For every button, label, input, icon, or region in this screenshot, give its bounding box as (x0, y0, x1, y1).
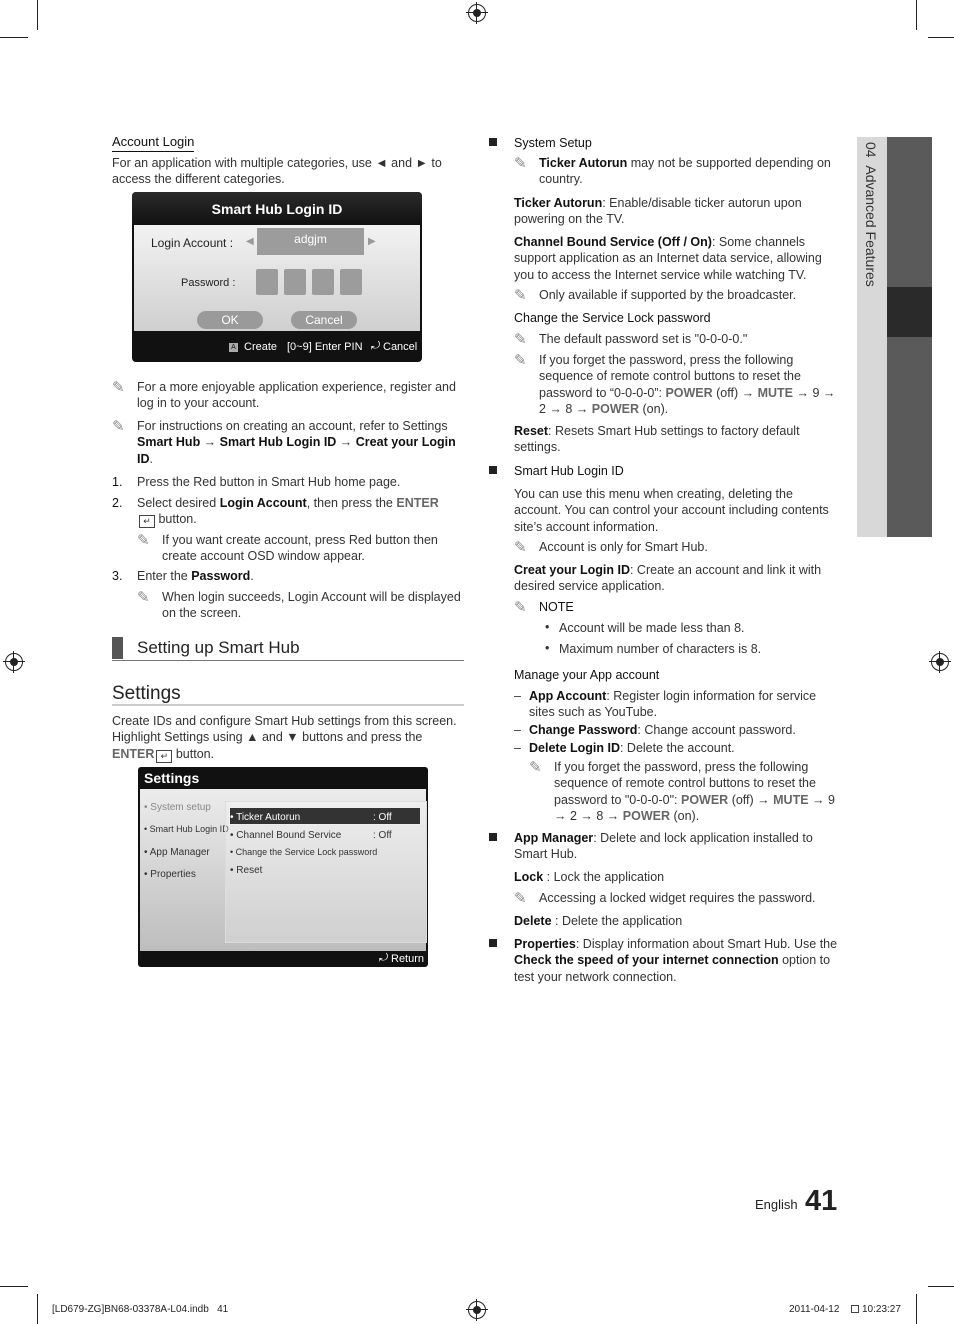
smart-hub-login-heading: Smart Hub Login ID (514, 464, 624, 478)
note: ✎ Accessing a locked widget requires the password. (514, 890, 816, 907)
language-label: English (755, 1197, 798, 1212)
file-info: [LD679-ZG]BN68-03378A-L04.indb 41 (52, 1304, 229, 1315)
pencil-icon: ✎ (514, 539, 527, 556)
settings-rule (112, 704, 464, 706)
create-hint: Create (244, 341, 278, 353)
a-button-icon: A (229, 343, 238, 352)
enter-icon: ↵ (139, 515, 155, 528)
print-date: 2011-04-12 (789, 1304, 840, 1315)
paragraph: Ticker Autorun: Enable/disable ticker autorun upon powering on the TV. (514, 196, 802, 227)
return-icon: ⤾ (379, 952, 389, 964)
list-item: Account will be made less than 8. (559, 621, 745, 635)
paragraph: Properties: Display information about Smart Hub. Use the Check the speed of your internet connection option to test your network connection. (514, 937, 838, 984)
cancel-hint: Cancel (383, 341, 418, 353)
enter-icon: ↵ (156, 750, 172, 763)
dash: – (514, 741, 521, 755)
paragraph: Delete : Delete the application (514, 914, 683, 928)
step-text: Enter the Password. (137, 569, 254, 583)
settings-heading: Settings (112, 683, 181, 704)
left-arrow-icon[interactable]: ◀ (246, 236, 254, 247)
ok-button[interactable]: OK (197, 311, 263, 329)
right-arrow-icon[interactable]: ▶ (368, 236, 376, 247)
pencil-icon: ✎ (112, 418, 125, 435)
note: ✎ If you want create account, press Red button then create account OSD window appear. (137, 532, 438, 564)
section-marker (112, 637, 123, 659)
pencil-icon: ✎ (514, 599, 527, 616)
list-item: Delete Login ID: Delete the account. (529, 741, 735, 755)
list-item: App Account: Register login information for service sites such as YouTube. (529, 689, 817, 720)
item-channel-bound-service-value: : Off (373, 830, 392, 841)
bullet-square-icon (489, 138, 497, 146)
pencil-icon: ✎ (514, 331, 527, 348)
bullet-square-icon (489, 833, 497, 841)
step-text: Press the Red button in Smart Hub home page. (137, 475, 401, 489)
pencil-icon: ✎ (514, 890, 527, 907)
print-time: 10:23:27 (862, 1304, 901, 1315)
cancel-button[interactable]: Cancel (291, 311, 357, 329)
return-hint: Return (391, 953, 425, 965)
registration-mark-icon (5, 653, 23, 671)
note: ✎ NOTE (514, 599, 574, 616)
menu-item-app-manager[interactable]: • App Manager (144, 847, 210, 858)
crop-mark (916, 1294, 917, 1324)
paragraph: Channel Bound Service (Off / On): Some channels support application as an Internet data service, allowing you to access the Internet service while watching TV. (514, 235, 822, 282)
side-tab-label: 04 Advanced Features (863, 142, 880, 287)
pin-box[interactable] (340, 269, 362, 295)
osd-title: Smart Hub Login ID (132, 192, 422, 225)
paragraph: Lock : Lock the application (514, 870, 665, 884)
crop-mark (0, 37, 28, 38)
page-number: 41 (805, 1185, 838, 1217)
bullet-dot: • (545, 620, 550, 634)
bullet-square-icon (489, 939, 497, 947)
paragraph: Creat your Login ID: Create an account and link it with desired service application. (514, 563, 822, 594)
subheading: Manage your App account (514, 668, 660, 682)
menu-item-system-setup[interactable]: • System setup (144, 802, 211, 813)
registration-mark-icon (468, 4, 486, 22)
item-channel-bound-service[interactable]: • Channel Bound Service (230, 830, 342, 841)
pin-hint: [0~9] Enter PIN (287, 341, 363, 353)
bullet-dot: • (545, 641, 550, 655)
paragraph: Reset: Resets Smart Hub settings to factory default settings. (514, 424, 800, 455)
step-text: Select desired Login Account, then press the ENTER↵ button. (137, 496, 439, 527)
pencil-icon: ✎ (137, 532, 150, 549)
step-number: 1. (112, 475, 123, 489)
side-tab-indicator (887, 287, 932, 337)
account-login-heading: Account Login (112, 134, 194, 152)
crop-mark (928, 1286, 954, 1287)
crop-mark (916, 0, 917, 30)
pencil-icon: ✎ (529, 759, 542, 776)
system-setup-heading: System Setup (514, 136, 592, 150)
note: ✎ If you forget the password, press the following sequence of remote control buttons to reset the password to "0-0-0-0": POWER (off) → MUTE → 9 → 2 → 8 → POWER (on). (529, 759, 835, 823)
settings-desc: Create IDs and configure Smart Hub settings from this screen. Highlight Settings using ▲ and ▼ buttons and press the ENTER ↵ button. (112, 714, 457, 761)
section-rule (112, 660, 464, 661)
crop-mark (37, 1294, 38, 1324)
step-number: 3. (112, 569, 123, 583)
subheading: Change the Service Lock password (514, 311, 711, 325)
side-tab-bar (887, 137, 932, 537)
pencil-icon: ✎ (112, 379, 125, 396)
note: ✎ When login succeeds, Login Account will be displayed on the screen. (137, 589, 461, 621)
password-label: Password : (181, 277, 236, 289)
menu-item-properties[interactable]: • Properties (144, 869, 196, 880)
note: ✎ For instructions on creating an account, refer to Settings Smart Hub → Smart Hub Login ID → Creat your Login ID. (112, 418, 456, 466)
item-reset[interactable]: • Reset (230, 865, 263, 876)
settings-osd (138, 767, 428, 967)
crop-mark (928, 37, 954, 38)
pin-box[interactable] (284, 269, 306, 295)
pencil-icon: ✎ (514, 352, 527, 369)
note: ✎ The default password set is "0-0-0-0." (514, 331, 748, 348)
note: ✎ Account is only for Smart Hub. (514, 539, 708, 556)
step-number: 2. (112, 496, 123, 510)
note: ✎ If you forget the password, press the following sequence of remote control buttons to reset the password to “0-0-0-0”: POWER (off) → MUTE → 9 → 2 → 8 → POWER (on). (514, 352, 836, 416)
crop-mark (37, 0, 38, 30)
login-account-label: Login Account : (151, 236, 234, 250)
bullet-square-icon (489, 466, 497, 474)
pin-box[interactable] (312, 269, 334, 295)
dash: – (514, 723, 521, 737)
menu-item-smart-hub-login-id[interactable]: • Smart Hub Login ID (144, 824, 229, 834)
item-service-lock-password[interactable]: • Change the Service Lock password (230, 847, 378, 857)
dash: – (514, 689, 521, 703)
crop-mark (0, 1286, 28, 1287)
note: ✎ For a more enjoyable application experience, register and log in to your account. (112, 379, 456, 411)
smart-hub-login-osd (132, 192, 422, 362)
account-login-desc: For an application with multiple categories, use ◄ and ► to access the different categories. (112, 156, 442, 187)
return-icon: ⤾ (371, 340, 381, 352)
registration-mark-icon (468, 1301, 486, 1319)
login-account-value[interactable]: adgjm (257, 228, 364, 255)
clock-icon (851, 1305, 859, 1313)
pencil-icon: ✎ (514, 287, 527, 304)
note: ✎ Ticker Autorun may not be supported depending on country. (514, 155, 831, 187)
paragraph: App Manager: Delete and lock application installed to Smart Hub. (514, 831, 813, 862)
osd-title: Settings (144, 770, 200, 786)
paragraph: You can use this menu when creating, deleting the account. You can control your account including contents site’s account information. (514, 487, 829, 534)
pencil-icon: ✎ (137, 589, 150, 606)
pin-box[interactable] (256, 269, 278, 295)
pencil-icon: ✎ (514, 155, 527, 172)
item-ticker-autorun-value: : Off (373, 812, 392, 823)
note: ✎ Only available if supported by the broadcaster. (514, 287, 797, 304)
registration-mark-icon (931, 653, 949, 671)
item-ticker-autorun[interactable]: • Ticker Autorun (230, 812, 301, 823)
list-item: Change Password: Change account password. (529, 723, 796, 737)
section-heading: Setting up Smart Hub (137, 638, 300, 657)
list-item: Maximum number of characters is 8. (559, 642, 762, 656)
